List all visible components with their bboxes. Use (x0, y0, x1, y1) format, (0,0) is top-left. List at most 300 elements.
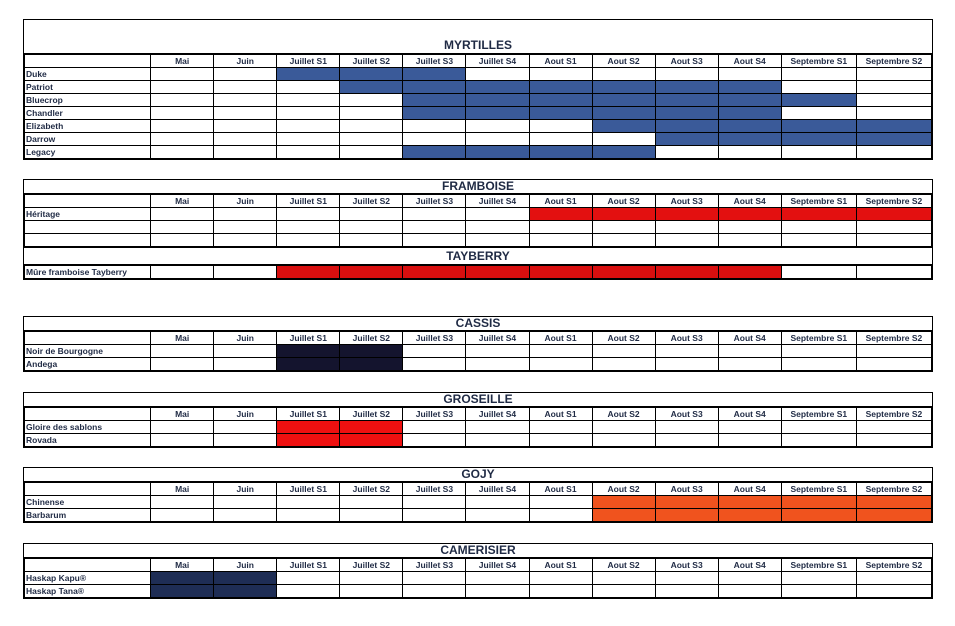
column-header: Aout S1 (529, 408, 592, 421)
empty-period-cell (592, 434, 655, 447)
empty-period-cell (529, 572, 592, 585)
empty-period-cell (151, 266, 214, 279)
column-header: Aout S3 (655, 408, 718, 421)
harvest-period-cell (466, 146, 529, 159)
empty-period-cell (529, 509, 592, 522)
header-row (25, 408, 932, 421)
empty-period-cell (655, 68, 718, 81)
column-header: Mai (151, 408, 214, 421)
empty-period-cell (214, 496, 277, 509)
empty-period-cell (151, 434, 214, 447)
column-header: Juillet S2 (340, 332, 403, 345)
harvest-period-cell (277, 434, 340, 447)
empty-period-cell (592, 133, 655, 146)
variety-row (25, 221, 932, 234)
header-row (25, 559, 932, 572)
header-blank-cell (25, 332, 151, 345)
subsection-title: TAYBERRY (24, 247, 932, 265)
column-header: Aout S1 (529, 332, 592, 345)
column-header: Mai (151, 55, 214, 68)
empty-period-cell (592, 358, 655, 371)
harvest-period-cell (403, 94, 466, 107)
variety-name: Legacy (25, 146, 151, 159)
empty-period-cell (856, 421, 931, 434)
column-header: Aout S4 (718, 55, 781, 68)
harvest-period-cell (718, 120, 781, 133)
variety-row (25, 133, 932, 146)
empty-period-cell (214, 434, 277, 447)
variety-name (25, 221, 151, 234)
harvest-period-cell (655, 120, 718, 133)
empty-period-cell (718, 585, 781, 598)
empty-period-cell (592, 572, 655, 585)
harvest-period-cell (340, 421, 403, 434)
column-header: Aout S3 (655, 55, 718, 68)
column-header: Juillet S4 (466, 55, 529, 68)
harvest-period-cell (781, 509, 856, 522)
column-header: Aout S2 (592, 559, 655, 572)
column-header: Septembre S1 (781, 559, 856, 572)
harvest-period-cell (718, 94, 781, 107)
column-header: Juillet S4 (466, 332, 529, 345)
empty-period-cell (718, 421, 781, 434)
harvest-period-cell (340, 434, 403, 447)
variety-name: Noir de Bourgogne (25, 345, 151, 358)
harvest-period-cell (592, 120, 655, 133)
empty-period-cell (403, 496, 466, 509)
column-header: Septembre S1 (781, 332, 856, 345)
harvest-period-cell (592, 509, 655, 522)
column-header: Juillet S3 (403, 55, 466, 68)
empty-period-cell (214, 234, 277, 247)
column-header: Aout S2 (592, 195, 655, 208)
empty-period-cell (466, 120, 529, 133)
variety-row (25, 94, 932, 107)
variety-name: Haskap Kapu® (25, 572, 151, 585)
empty-period-cell (340, 146, 403, 159)
variety-row (25, 107, 932, 120)
column-header: Juillet S4 (466, 195, 529, 208)
column-header: Mai (151, 483, 214, 496)
harvest-period-cell (718, 133, 781, 146)
variety-name: Haskap Tana® (25, 585, 151, 598)
harvest-period-cell (655, 208, 718, 221)
empty-period-cell (403, 133, 466, 146)
empty-period-cell (277, 94, 340, 107)
empty-period-cell (781, 572, 856, 585)
variety-row (25, 234, 932, 247)
harvest-period-cell (529, 94, 592, 107)
column-header: Aout S3 (655, 483, 718, 496)
harvest-period-cell (403, 146, 466, 159)
empty-period-cell (466, 133, 529, 146)
column-header: Juin (214, 408, 277, 421)
empty-period-cell (214, 266, 277, 279)
empty-period-cell (403, 208, 466, 221)
empty-period-cell (529, 345, 592, 358)
harvest-period-cell (655, 266, 718, 279)
empty-period-cell (277, 221, 340, 234)
empty-period-cell (340, 208, 403, 221)
harvest-period-cell (655, 107, 718, 120)
section-title: CASSIS (24, 317, 932, 331)
empty-period-cell (403, 434, 466, 447)
empty-period-cell (718, 68, 781, 81)
harvest-period-cell (403, 68, 466, 81)
empty-period-cell (718, 234, 781, 247)
harvest-period-cell (655, 133, 718, 146)
camerisier-table (24, 558, 932, 598)
harvest-period-cell (277, 421, 340, 434)
empty-period-cell (151, 120, 214, 133)
variety-name: Héritage (25, 208, 151, 221)
variety-name: Gloire des sablons (25, 421, 151, 434)
harvest-period-cell (529, 146, 592, 159)
empty-period-cell (151, 68, 214, 81)
harvest-period-cell (277, 68, 340, 81)
column-header: Juillet S2 (340, 408, 403, 421)
variety-name: Barbarum (25, 509, 151, 522)
empty-period-cell (277, 133, 340, 146)
column-header: Mai (151, 195, 214, 208)
column-header: Juillet S3 (403, 408, 466, 421)
empty-period-cell (718, 358, 781, 371)
empty-period-cell (214, 358, 277, 371)
section-title: GROSEILLE (24, 393, 932, 407)
variety-name: Mûre framboise Tayberry (25, 266, 151, 279)
column-header: Aout S1 (529, 559, 592, 572)
harvest-period-cell (214, 572, 277, 585)
empty-period-cell (592, 421, 655, 434)
variety-name: Bluecrop (25, 94, 151, 107)
column-header: Juillet S1 (277, 332, 340, 345)
empty-period-cell (214, 133, 277, 146)
gojy-table (24, 482, 932, 522)
variety-name: Darrow (25, 133, 151, 146)
empty-period-cell (592, 221, 655, 234)
harvest-period-cell (718, 107, 781, 120)
column-header: Aout S4 (718, 332, 781, 345)
myrtilles-table (24, 54, 932, 159)
empty-period-cell (151, 133, 214, 146)
empty-period-cell (655, 345, 718, 358)
variety-row (25, 572, 932, 585)
empty-period-cell (529, 120, 592, 133)
empty-period-cell (781, 146, 856, 159)
column-header: Mai (151, 559, 214, 572)
myrtilles-section (23, 19, 933, 160)
empty-period-cell (340, 120, 403, 133)
empty-period-cell (466, 572, 529, 585)
variety-name: Rovada (25, 434, 151, 447)
harvest-period-cell (529, 107, 592, 120)
variety-row (25, 585, 932, 598)
variety-name: Chinense (25, 496, 151, 509)
harvest-period-cell (592, 496, 655, 509)
harvest-period-cell (781, 208, 856, 221)
column-header: Juillet S4 (466, 483, 529, 496)
empty-period-cell (529, 68, 592, 81)
column-header: Aout S1 (529, 483, 592, 496)
empty-period-cell (466, 221, 529, 234)
empty-period-cell (277, 81, 340, 94)
harvest-period-cell (466, 107, 529, 120)
empty-period-cell (781, 81, 856, 94)
column-header: Juillet S3 (403, 559, 466, 572)
empty-period-cell (403, 572, 466, 585)
column-header: Septembre S2 (856, 332, 931, 345)
empty-period-cell (214, 146, 277, 159)
column-header: Septembre S1 (781, 483, 856, 496)
empty-period-cell (466, 68, 529, 81)
empty-period-cell (655, 358, 718, 371)
harvest-period-cell (718, 509, 781, 522)
empty-period-cell (151, 208, 214, 221)
harvest-period-cell (151, 572, 214, 585)
cassis-section (23, 316, 933, 372)
column-header: Septembre S1 (781, 55, 856, 68)
empty-period-cell (856, 221, 931, 234)
column-header: Juillet S4 (466, 408, 529, 421)
cassis-table (24, 331, 932, 371)
variety-row (25, 421, 932, 434)
section-title: CAMERISIER (24, 544, 932, 558)
empty-period-cell (277, 120, 340, 133)
column-header: Juillet S1 (277, 55, 340, 68)
header-row (25, 55, 932, 68)
column-header: Juin (214, 332, 277, 345)
empty-period-cell (466, 345, 529, 358)
column-header: Septembre S1 (781, 408, 856, 421)
column-header: Juin (214, 195, 277, 208)
harvest-period-cell (277, 266, 340, 279)
empty-period-cell (529, 221, 592, 234)
empty-period-cell (277, 208, 340, 221)
column-header: Mai (151, 332, 214, 345)
groseille-section (23, 392, 933, 448)
harvest-period-cell (340, 358, 403, 371)
harvest-period-cell (718, 81, 781, 94)
empty-period-cell (718, 146, 781, 159)
harvest-period-cell (466, 81, 529, 94)
section-title: GOJY (24, 468, 932, 482)
harvest-period-cell (856, 208, 931, 221)
harvest-period-cell (592, 146, 655, 159)
empty-period-cell (655, 585, 718, 598)
column-header: Juillet S1 (277, 483, 340, 496)
harvest-period-cell (781, 120, 856, 133)
empty-period-cell (856, 585, 931, 598)
empty-period-cell (151, 221, 214, 234)
empty-period-cell (277, 234, 340, 247)
variety-row (25, 434, 932, 447)
column-header: Septembre S2 (856, 408, 931, 421)
harvest-period-cell (466, 266, 529, 279)
empty-period-cell (529, 358, 592, 371)
empty-period-cell (340, 496, 403, 509)
empty-period-cell (214, 94, 277, 107)
empty-period-cell (856, 107, 931, 120)
harvest-period-cell (277, 345, 340, 358)
empty-period-cell (151, 421, 214, 434)
empty-period-cell (277, 509, 340, 522)
variety-name: Elizabeth (25, 120, 151, 133)
header-blank-cell (25, 55, 151, 68)
empty-period-cell (340, 133, 403, 146)
empty-period-cell (592, 234, 655, 247)
variety-row (25, 146, 932, 159)
empty-period-cell (781, 421, 856, 434)
empty-period-cell (592, 345, 655, 358)
column-header: Juin (214, 559, 277, 572)
empty-period-cell (856, 358, 931, 371)
harvest-period-cell (592, 208, 655, 221)
harvest-period-cell (781, 496, 856, 509)
header-blank-cell (25, 408, 151, 421)
empty-period-cell (214, 81, 277, 94)
empty-period-cell (340, 94, 403, 107)
empty-period-cell (781, 107, 856, 120)
empty-period-cell (277, 572, 340, 585)
column-header: Septembre S1 (781, 195, 856, 208)
empty-period-cell (151, 345, 214, 358)
column-header: Juillet S3 (403, 332, 466, 345)
column-header: Aout S2 (592, 55, 655, 68)
variety-row (25, 68, 932, 81)
harvest-period-cell (592, 94, 655, 107)
harvest-period-cell (718, 266, 781, 279)
harvest-period-cell (529, 208, 592, 221)
column-header: Juillet S2 (340, 195, 403, 208)
column-header: Aout S4 (718, 559, 781, 572)
column-header: Aout S2 (592, 408, 655, 421)
empty-period-cell (340, 107, 403, 120)
empty-period-cell (655, 572, 718, 585)
harvest-period-cell (655, 496, 718, 509)
column-header: Aout S4 (718, 408, 781, 421)
column-header: Juillet S1 (277, 559, 340, 572)
empty-period-cell (277, 146, 340, 159)
variety-row (25, 496, 932, 509)
empty-period-cell (151, 509, 214, 522)
empty-period-cell (529, 133, 592, 146)
empty-period-cell (592, 585, 655, 598)
column-header: Juillet S3 (403, 483, 466, 496)
empty-period-cell (151, 146, 214, 159)
empty-period-cell (340, 509, 403, 522)
harvest-period-cell (529, 81, 592, 94)
empty-period-cell (655, 234, 718, 247)
groseille-table (24, 407, 932, 447)
harvest-period-cell (781, 94, 856, 107)
harvest-period-cell (340, 68, 403, 81)
harvest-period-cell (403, 81, 466, 94)
empty-period-cell (466, 234, 529, 247)
column-header: Juillet S1 (277, 408, 340, 421)
variety-name: Chandler (25, 107, 151, 120)
empty-period-cell (403, 585, 466, 598)
harvest-period-cell (403, 107, 466, 120)
empty-period-cell (781, 358, 856, 371)
empty-period-cell (718, 434, 781, 447)
empty-period-cell (856, 81, 931, 94)
empty-period-cell (529, 434, 592, 447)
empty-period-cell (151, 107, 214, 120)
framboise-section (23, 179, 933, 280)
empty-period-cell (781, 434, 856, 447)
harvest-period-cell (214, 585, 277, 598)
empty-period-cell (466, 421, 529, 434)
harvest-period-cell (277, 358, 340, 371)
empty-period-cell (466, 496, 529, 509)
empty-period-cell (214, 120, 277, 133)
harvest-period-cell (718, 208, 781, 221)
empty-period-cell (856, 234, 931, 247)
column-header: Aout S1 (529, 55, 592, 68)
column-header: Septembre S2 (856, 483, 931, 496)
column-header: Septembre S2 (856, 195, 931, 208)
harvest-period-cell (856, 120, 931, 133)
empty-period-cell (592, 68, 655, 81)
empty-period-cell (529, 421, 592, 434)
empty-period-cell (655, 434, 718, 447)
column-header: Aout S3 (655, 195, 718, 208)
harvest-period-cell (856, 133, 931, 146)
variety-name: Andega (25, 358, 151, 371)
variety-row (25, 345, 932, 358)
empty-period-cell (151, 234, 214, 247)
empty-period-cell (856, 345, 931, 358)
empty-period-cell (340, 585, 403, 598)
harvest-period-cell (856, 509, 931, 522)
harvest-period-cell (781, 133, 856, 146)
empty-period-cell (403, 509, 466, 522)
empty-period-cell (781, 234, 856, 247)
variety-name (25, 234, 151, 247)
variety-row (25, 81, 932, 94)
header-blank-cell (25, 195, 151, 208)
harvest-period-cell (340, 266, 403, 279)
column-header: Juin (214, 55, 277, 68)
empty-period-cell (718, 345, 781, 358)
empty-period-cell (214, 421, 277, 434)
header-blank-cell (25, 483, 151, 496)
empty-period-cell (151, 358, 214, 371)
column-header: Juillet S2 (340, 55, 403, 68)
empty-period-cell (466, 434, 529, 447)
empty-period-cell (529, 585, 592, 598)
variety-row (25, 208, 932, 221)
harvest-period-cell (403, 266, 466, 279)
harvest-period-cell (718, 496, 781, 509)
empty-period-cell (655, 221, 718, 234)
tayberry-table (24, 265, 932, 279)
empty-period-cell (781, 221, 856, 234)
column-header: Aout S1 (529, 195, 592, 208)
gojy-section (23, 467, 933, 523)
harvest-period-cell (151, 585, 214, 598)
empty-period-cell (655, 421, 718, 434)
empty-period-cell (340, 221, 403, 234)
variety-name: Patriot (25, 81, 151, 94)
empty-period-cell (403, 234, 466, 247)
harvest-period-cell (340, 81, 403, 94)
empty-period-cell (856, 94, 931, 107)
empty-period-cell (214, 208, 277, 221)
harvest-period-cell (592, 266, 655, 279)
variety-name: Duke (25, 68, 151, 81)
empty-period-cell (466, 208, 529, 221)
